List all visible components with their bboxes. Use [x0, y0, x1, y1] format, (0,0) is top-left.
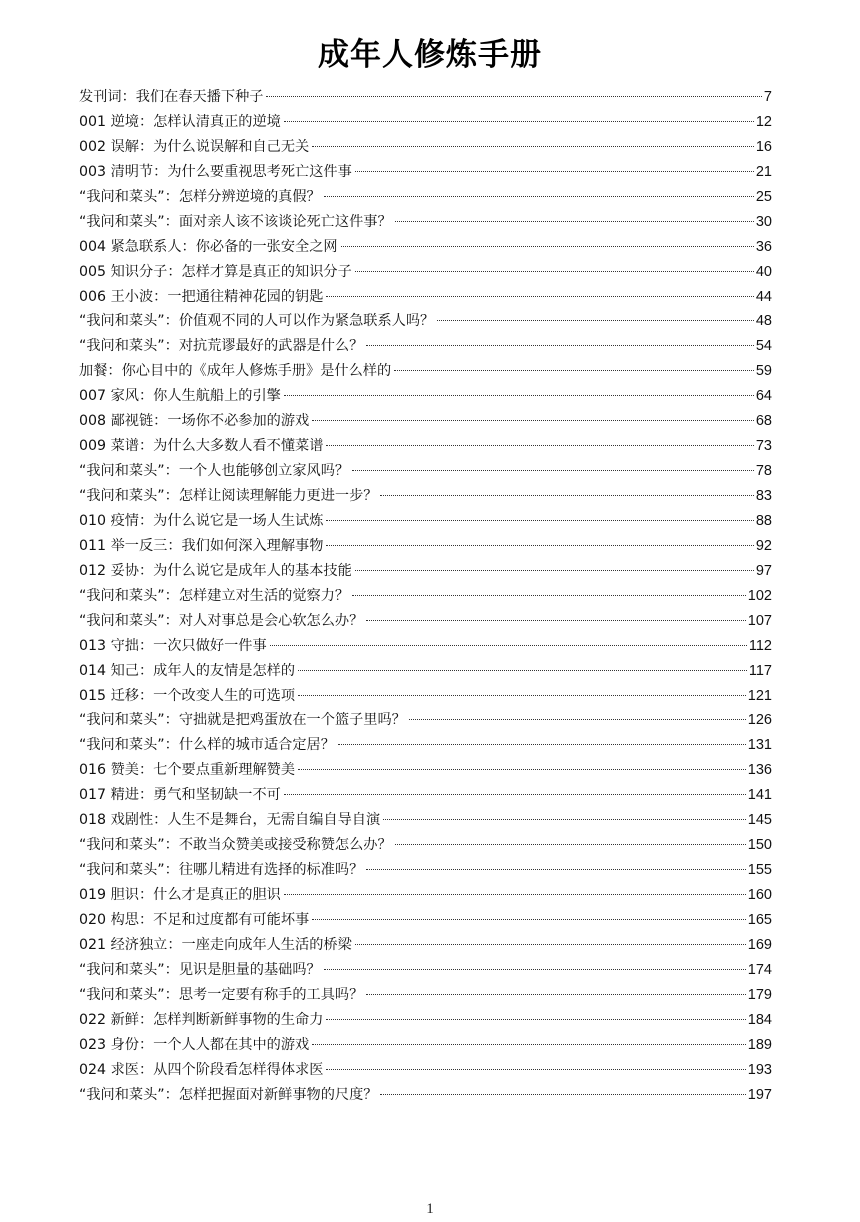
toc-entry-title: “我问和菜头”：什么样的城市适合定居？ — [79, 737, 335, 754]
toc-entry-page: 112 — [748, 637, 772, 654]
toc-entry-page: 197 — [747, 1086, 772, 1103]
toc-entry-page: 30 — [755, 213, 772, 230]
toc-entry-page: 169 — [747, 936, 772, 953]
toc-entry-page: 73 — [755, 438, 772, 455]
toc-entry[interactable] — [79, 210, 772, 235]
toc-entry-title: 013 守拙：一次只做好一件事 — [79, 637, 267, 654]
toc-entry-page: 64 — [755, 388, 772, 405]
toc-entry-page: 102 — [747, 587, 772, 604]
toc-entry-page: 54 — [755, 338, 772, 355]
dot-leader — [395, 221, 754, 222]
dot-leader — [380, 1094, 745, 1095]
dot-leader — [383, 819, 746, 820]
dot-leader — [312, 420, 754, 421]
toc-entry-page: 184 — [747, 1011, 772, 1028]
toc-entry-title: 022 新鲜：怎样判断新鲜事物的生命力 — [79, 1011, 324, 1028]
dot-leader — [312, 919, 746, 920]
toc-entry-title: 019 胆识：什么才是真正的胆识 — [79, 887, 281, 903]
toc-entry[interactable] — [79, 160, 772, 185]
page-title: 成年人修炼手册 — [318, 36, 542, 73]
toc-entry[interactable] — [79, 908, 772, 933]
toc-entry[interactable] — [79, 85, 772, 110]
table-of-contents — [79, 85, 772, 1107]
toc-entry-page: 97 — [755, 562, 772, 579]
toc-entry-title: 024 求医：从四个阶段看怎样得体求医 — [79, 1061, 324, 1078]
toc-entry-page: 92 — [755, 537, 772, 554]
toc-entry-page: 48 — [755, 313, 772, 330]
toc-entry-page: 78 — [755, 463, 772, 480]
toc-entry[interactable] — [79, 1008, 772, 1033]
dot-leader — [326, 545, 753, 546]
toc-entry[interactable] — [79, 708, 772, 733]
dot-leader — [366, 994, 746, 995]
toc-entry-title: 004 紧急联系人：你必备的一张安全之网 — [79, 238, 338, 255]
dot-leader — [352, 595, 746, 596]
toc-entry[interactable] — [79, 758, 772, 783]
toc-entry-page: 121 — [747, 687, 772, 704]
toc-entry-title: “我问和菜头”：价值观不同的人可以作为紧急联系人吗？ — [79, 313, 435, 330]
dot-leader — [298, 670, 747, 671]
dot-leader — [338, 744, 746, 745]
toc-entry-page: 150 — [747, 837, 772, 854]
toc-entry-title: “我问和菜头”：一个人也能够创立家风吗？ — [79, 463, 350, 480]
toc-entry[interactable] — [79, 509, 772, 534]
toc-entry[interactable] — [79, 783, 772, 808]
toc-entry-page: 174 — [747, 961, 772, 978]
toc-entry[interactable] — [79, 359, 772, 384]
toc-entry-page: 88 — [755, 512, 772, 529]
toc-entry-page: 141 — [747, 787, 772, 804]
toc-entry[interactable] — [79, 484, 772, 509]
toc-entry-title: 015 迁移：一个改变人生的可选项 — [79, 687, 296, 704]
dot-leader — [324, 969, 746, 970]
dot-leader — [355, 944, 746, 945]
toc-entry-title: “我问和菜头”：对抗荒谬最好的武器是什么？ — [79, 338, 364, 355]
dot-leader — [284, 894, 746, 895]
toc-entry-title: 加餐：你心目中的《成年人修炼手册》是什么样的 — [79, 363, 392, 380]
toc-entry[interactable] — [79, 634, 772, 659]
toc-entry-page: 189 — [747, 1036, 772, 1053]
dot-leader — [326, 445, 753, 446]
dot-leader — [355, 570, 754, 571]
toc-entry-page: 126 — [747, 712, 772, 729]
toc-entry-title: 021 经济独立：一座走向成年人生活的桥梁 — [79, 936, 352, 953]
toc-entry[interactable] — [79, 110, 772, 135]
toc-entry-title: 005 知识分子：怎样才算是真正的知识分子 — [79, 263, 352, 280]
toc-entry-page: 59 — [755, 363, 772, 380]
toc-entry[interactable] — [79, 334, 772, 359]
dot-leader — [437, 320, 754, 321]
dot-leader — [394, 370, 754, 371]
toc-entry-title: “我问和菜头”：不敢当众赞美或接受称赞怎么办？ — [79, 837, 392, 854]
dot-leader — [326, 296, 753, 297]
dot-leader — [312, 146, 754, 147]
toc-entry-page: 16 — [755, 138, 772, 155]
toc-entry-page: 117 — [748, 662, 772, 679]
toc-entry[interactable] — [79, 684, 772, 709]
toc-entry-title: 014 知己：成年人的友情是怎样的 — [79, 662, 296, 679]
toc-entry-title: 017 精进：勇气和坚韧缺一不可 — [79, 787, 281, 804]
toc-entry-title: 009 菜谱：为什么大多数人看不懂菜谱 — [79, 438, 324, 455]
dot-leader — [284, 121, 754, 122]
toc-entry[interactable] — [79, 384, 772, 409]
toc-entry-title: “我问和菜头”：怎样把握面对新鲜事物的尺度？ — [79, 1086, 378, 1103]
dot-leader — [366, 345, 754, 346]
toc-entry-title: 发刊词：我们在春天播下种子 — [79, 89, 264, 105]
dot-leader — [324, 196, 754, 197]
toc-entry-title: “我问和菜头”：对人对事总是会心软怎么办？ — [79, 612, 364, 629]
toc-entry-title: 018 戏剧性：人生不是舞台，无需自编自导自演 — [79, 812, 381, 829]
toc-entry-title: 006 王小波：一把通往精神花园的钥匙 — [79, 288, 324, 305]
toc-entry-title: “我问和菜头”：怎样分辨逆境的真假？ — [79, 188, 321, 205]
page-number: 1 — [426, 1201, 434, 1217]
dot-leader — [326, 1069, 745, 1070]
toc-entry-page: 7 — [763, 89, 772, 105]
toc-entry[interactable] — [79, 858, 772, 883]
dot-leader — [409, 719, 746, 720]
toc-entry-page: 36 — [755, 238, 772, 255]
dot-leader — [380, 495, 753, 496]
toc-entry-title: 011 举一反三：我们如何深入理解事物 — [79, 537, 324, 554]
toc-entry[interactable] — [79, 933, 772, 958]
toc-entry-title: “我问和菜头”：怎样建立对生活的觉察力？ — [79, 587, 350, 604]
toc-entry-page: 193 — [747, 1061, 772, 1078]
toc-entry-page: 40 — [755, 263, 772, 280]
toc-entry[interactable] — [79, 584, 772, 609]
toc-entry-page: 145 — [747, 812, 772, 829]
dot-leader — [298, 769, 746, 770]
toc-entry[interactable] — [79, 235, 772, 260]
toc-entry-title: 002 误解：为什么说误解和自己无关 — [79, 138, 310, 155]
dot-leader — [355, 171, 754, 172]
toc-entry-title: 008 鄙视链：一场你不必参加的游戏 — [79, 413, 310, 430]
dot-leader — [312, 1044, 746, 1045]
toc-entry[interactable] — [79, 983, 772, 1008]
toc-entry-title: 020 构思：不足和过度都有可能坏事 — [79, 911, 310, 928]
dot-leader — [326, 1019, 745, 1020]
toc-entry-page: 107 — [747, 612, 772, 629]
toc-entry-page: 21 — [755, 163, 772, 180]
toc-entry-page: 44 — [755, 288, 772, 305]
toc-entry[interactable] — [79, 434, 772, 459]
dot-leader — [352, 470, 754, 471]
toc-entry[interactable] — [79, 409, 772, 434]
toc-entry[interactable] — [79, 733, 772, 758]
toc-entry[interactable] — [79, 958, 772, 983]
toc-entry-page: 179 — [747, 986, 772, 1003]
toc-entry-page: 131 — [747, 737, 772, 754]
toc-entry-page: 160 — [747, 887, 772, 903]
toc-entry[interactable] — [79, 609, 772, 634]
toc-entry[interactable] — [79, 659, 772, 684]
toc-entry-title: 003 清明节：为什么要重视思考死亡这件事 — [79, 163, 352, 180]
toc-entry-page: 12 — [755, 113, 772, 130]
toc-entry[interactable] — [79, 559, 772, 584]
dot-leader — [366, 869, 746, 870]
toc-entry-page: 68 — [755, 413, 772, 430]
toc-entry-title: 016 赞美：七个要点重新理解赞美 — [79, 762, 296, 779]
toc-entry-title: 007 家风：你人生航船上的引擎 — [79, 388, 281, 405]
toc-entry[interactable] — [79, 260, 772, 285]
toc-entry-title: 012 妥协：为什么说它是成年人的基本技能 — [79, 562, 352, 579]
toc-entry-page: 136 — [747, 762, 772, 779]
dot-leader — [298, 695, 746, 696]
toc-entry[interactable] — [79, 534, 772, 559]
toc-entry[interactable] — [79, 1058, 772, 1083]
toc-entry-title: 010 疫情：为什么说它是一场人生试炼 — [79, 512, 324, 529]
toc-entry[interactable] — [79, 185, 772, 210]
toc-entry[interactable] — [79, 1083, 772, 1108]
toc-entry-page: 165 — [747, 911, 772, 928]
toc-entry[interactable] — [79, 459, 772, 484]
toc-entry-title: 023 身份：一个人人都在其中的游戏 — [79, 1036, 310, 1053]
toc-entry[interactable] — [79, 309, 772, 334]
toc-entry-page: 25 — [755, 188, 772, 205]
toc-entry-title: “我问和菜头”：怎样让阅读理解能力更进一步？ — [79, 488, 378, 504]
toc-entry-title: 001 逆境：怎样认清真正的逆境 — [79, 113, 281, 130]
toc-entry[interactable] — [79, 1033, 772, 1058]
dot-leader — [366, 620, 746, 621]
dot-leader — [326, 520, 753, 521]
dot-leader — [270, 645, 747, 646]
toc-entry[interactable] — [79, 883, 772, 908]
toc-entry-title: “我问和菜头”：思考一定要有称手的工具吗？ — [79, 986, 364, 1003]
toc-entry[interactable] — [79, 833, 772, 858]
dot-leader — [355, 271, 754, 272]
dot-leader — [341, 246, 754, 247]
toc-entry-title: “我问和菜头”：往哪儿精进有选择的标准吗？ — [79, 862, 364, 879]
toc-entry[interactable] — [79, 135, 772, 160]
toc-entry-title: “我问和菜头”：面对亲人该不该谈论死亡这件事？ — [79, 213, 392, 230]
toc-entry-title: “我问和菜头”：守拙就是把鸡蛋放在一个篮子里吗？ — [79, 712, 406, 729]
dot-leader — [395, 844, 746, 845]
toc-entry-page: 83 — [755, 488, 772, 504]
dot-leader — [266, 96, 761, 97]
dot-leader — [284, 395, 754, 396]
toc-entry-page: 155 — [747, 862, 772, 879]
toc-entry[interactable] — [79, 808, 772, 833]
toc-entry[interactable] — [79, 285, 772, 310]
dot-leader — [284, 794, 746, 795]
toc-entry-title: “我问和菜头”：见识是胆量的基础吗？ — [79, 961, 321, 978]
